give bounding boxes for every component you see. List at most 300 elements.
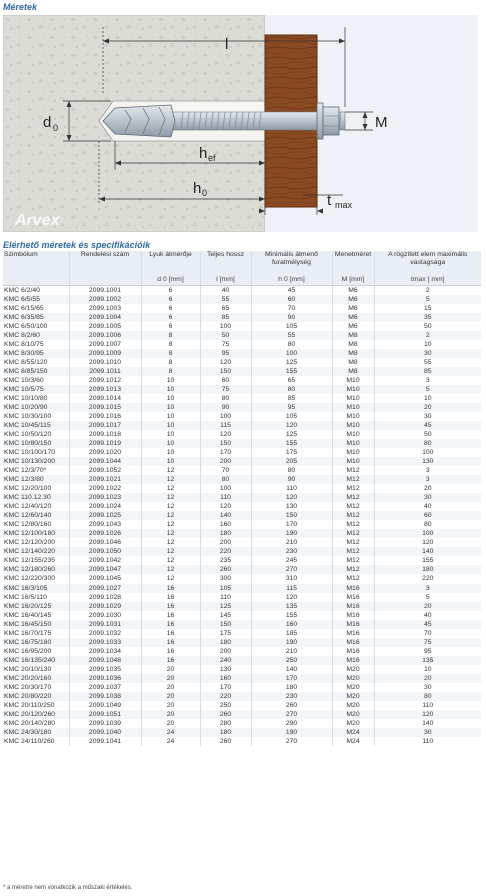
table-cell: 130 [200, 665, 251, 674]
table-cell: 2099.1046 [69, 538, 141, 547]
table-cell: 20 [141, 719, 200, 728]
table-cell: 60 [374, 511, 481, 520]
table-cell: 16 [141, 593, 200, 602]
table-cell: 35 [374, 313, 481, 322]
table-cell: 135 [374, 656, 481, 665]
table-cell: 2099.1037 [69, 683, 141, 692]
table-cell: KMC 10/10/80 [3, 394, 69, 403]
unit-min-depth: h 0 [mm] [251, 274, 332, 286]
table-cell: 2099.1036 [69, 674, 141, 683]
table-cell: 105 [251, 412, 332, 421]
table-cell: KMC 8/10/75 [3, 340, 69, 349]
table-cell: M6 [332, 322, 374, 331]
table-cell: 220 [200, 692, 251, 701]
table-cell: 6 [141, 313, 200, 322]
table-cell: 120 [200, 430, 251, 439]
table-cell: 80 [200, 394, 251, 403]
table-cell: 24 [141, 737, 200, 746]
table-cell: KMC 16/5/110 [3, 593, 69, 602]
table-cell: 95 [251, 403, 332, 412]
table-cell: KMC 10/3/60 [3, 376, 69, 385]
table-cell: 95 [200, 349, 251, 358]
table-row [3, 638, 481, 647]
table-cell: 150 [200, 620, 251, 629]
table-cell: 270 [251, 737, 332, 746]
table-row [3, 629, 481, 638]
table-cell: 2099.1031 [69, 620, 141, 629]
table-cell: 2099.1014 [69, 394, 141, 403]
table-cell: 10 [141, 430, 200, 439]
specs-title: Elérhető méretek és specifikációik [3, 240, 151, 250]
table-cell: M12 [332, 484, 374, 493]
table-cell: KMC 10/130/200 [3, 457, 69, 466]
table-cell: 10 [423, 341, 432, 349]
table-cell: 75 [200, 385, 251, 394]
table-cell: 180 [200, 529, 251, 538]
col-header-thread-size: Menetméret [332, 251, 374, 274]
table-cell: M16 [332, 629, 374, 638]
table-cell: KMC 10/80/150 [3, 439, 69, 448]
table-cell: 40 [200, 286, 251, 296]
table-cell: M16 [332, 611, 374, 620]
table-cell: KMC 12/100/180 [3, 529, 69, 538]
table-cell: M12 [332, 520, 374, 529]
table-cell: KMC 20/80/220 [3, 692, 69, 701]
anchor-dimension-drawing [3, 15, 478, 232]
table-cell: M16 [332, 620, 374, 629]
table-cell: 10 [141, 421, 200, 430]
table-cell: M12 [332, 493, 374, 502]
table-cell: 220 [200, 547, 251, 556]
table-cell: M10 [332, 457, 374, 466]
table-row [3, 304, 481, 313]
table-cell: 80 [251, 340, 332, 349]
table-cell: 270 [251, 710, 332, 719]
table-cell: KMC 12/60/140 [3, 511, 69, 520]
table-cell: 12 [141, 511, 200, 520]
table-cell: 20 [141, 674, 200, 683]
table-cell: 210 [251, 538, 332, 547]
table-cell: M16 [332, 638, 374, 647]
table-cell: 2099.1029 [69, 602, 141, 611]
table-cell: 105 [251, 322, 332, 331]
table-cell: KMC 10/20/90 [3, 403, 69, 412]
table-cell: 40 [423, 611, 432, 619]
table-cell: 105 [200, 584, 251, 593]
col-header-order-number: Rendelési szám [69, 251, 141, 274]
table-row [3, 439, 481, 448]
table-cell: 16 [141, 620, 200, 629]
table-cell: 2099.1041 [69, 737, 141, 746]
table-cell: 2099.1010 [69, 358, 141, 367]
table-cell: 5 [374, 385, 481, 394]
table-cell: 2099.1003 [69, 304, 141, 313]
table-row [3, 322, 481, 331]
table-row [3, 529, 481, 538]
table-body [3, 286, 481, 746]
table-cell: 200 [200, 457, 251, 466]
table-cell: 80 [374, 439, 481, 448]
table-row [3, 358, 481, 367]
table-row [3, 656, 481, 665]
table-cell: 2099.1017 [69, 421, 141, 430]
table-cell: 55 [251, 331, 332, 340]
table-cell: 15 [423, 305, 432, 313]
table-cell: 2099.1045 [69, 574, 141, 583]
table-cell: 20 [141, 701, 200, 710]
table-cell: KMC 8/2/60 [3, 331, 69, 340]
table-row [3, 511, 481, 520]
table-cell: 260 [200, 565, 251, 574]
table-cell: 10 [141, 448, 200, 457]
table-cell: M20 [332, 683, 374, 692]
table-cell: M24 [332, 728, 374, 737]
label-l: l [225, 36, 229, 53]
table-cell: 2099.1006 [69, 331, 141, 340]
label-d0: d [43, 114, 52, 131]
table-cell: 2099.1030 [69, 611, 141, 620]
table-cell: 10 [141, 439, 200, 448]
table-cell: 12 [141, 475, 200, 484]
unit-order-number [69, 274, 141, 286]
table-cell: 12 [141, 538, 200, 547]
table-cell: 140 [374, 547, 481, 556]
table-cell: 290 [251, 719, 332, 728]
table-cell: 2099.1044 [69, 457, 141, 466]
table-row [3, 457, 481, 466]
table-cell: M6 [332, 295, 374, 304]
table-cell: M8 [332, 367, 374, 376]
table-cell: 30 [374, 349, 481, 358]
table-cell: KMC 10/5/75 [3, 385, 69, 394]
table-cell: KMC 16/40/145 [3, 611, 69, 620]
table-row [3, 286, 481, 296]
table-cell: M12 [332, 574, 374, 583]
table-cell: 80 [374, 692, 481, 701]
table-cell: M20 [332, 674, 374, 683]
table-cell: KMC 12/3/70* [3, 466, 69, 475]
table-cell: 170 [251, 520, 332, 529]
table-cell: 5 [374, 295, 481, 304]
table-cell: KMC 16/75/180 [3, 638, 69, 647]
table-cell: 120 [200, 358, 251, 367]
table-cell: 12 [141, 529, 200, 538]
table-cell: 70 [423, 629, 432, 637]
table-cell: 2099.1034 [69, 647, 141, 656]
table-cell: 16 [141, 656, 200, 665]
table-cell: M10 [332, 376, 374, 385]
table-cell: 120 [200, 502, 251, 511]
table-cell: 2099.1027 [69, 584, 141, 593]
table-cell: 2099.1013 [69, 385, 141, 394]
table-cell: 190 [251, 529, 332, 538]
table-cell: 8 [141, 349, 200, 358]
table-cell: 70 [200, 466, 251, 475]
table-cell: 10 [141, 403, 200, 412]
table-row [3, 719, 481, 728]
table-row [3, 376, 481, 385]
table-cell: 20 [423, 485, 432, 493]
table-row [3, 574, 481, 583]
table-cell: 155 [251, 439, 332, 448]
label-M: M [375, 114, 388, 131]
table-cell: M10 [332, 430, 374, 439]
table-cell: 30 [423, 683, 432, 691]
table-cell: 45 [374, 421, 481, 430]
table-cell: KMC 8/85/150 [3, 367, 69, 376]
table-cell: 210 [251, 647, 332, 656]
table-cell: KMC 12/140/220 [3, 547, 69, 556]
table-cell: KMC 20/30/170 [3, 683, 69, 692]
table-cell: 300 [200, 574, 251, 583]
table-cell: 12 [141, 502, 200, 511]
col-header-symbol: Szimbólum [3, 251, 69, 274]
table-cell: 8 [141, 331, 200, 340]
table-cell: 45 [374, 620, 481, 629]
table-cell: KMC 20/120/260 [3, 710, 69, 719]
table-cell: 80 [200, 475, 251, 484]
unit-max-thickness: tmax [ mm] [374, 274, 481, 286]
table-cell: 180 [200, 638, 251, 647]
table-cell: 3 [374, 584, 481, 593]
table-row [3, 584, 481, 593]
table-cell: KMC 20/10/130 [3, 665, 69, 674]
table-cell: 3 [425, 467, 430, 475]
table-cell: 2099.1042 [69, 556, 141, 565]
table-cell: 10 [141, 457, 200, 466]
table-cell: 85 [251, 394, 332, 403]
table-cell: 45 [251, 286, 332, 296]
table-cell: KMC 12/3/80 [3, 475, 69, 484]
table-cell: KMC 16/20/125 [3, 602, 69, 611]
table-row [3, 313, 481, 322]
table-cell: 75 [200, 340, 251, 349]
table-row [3, 484, 481, 493]
table-cell: 3 [425, 377, 430, 385]
table-cell: KMC 6/5/55 [3, 295, 69, 304]
table-cell: 100 [422, 449, 434, 457]
table-row [3, 466, 481, 475]
table-cell: 2099.1021 [69, 475, 141, 484]
table-cell: M20 [332, 692, 374, 701]
table-cell: 110 [200, 493, 251, 502]
table-cell: M10 [332, 403, 374, 412]
table-cell: 120 [251, 493, 332, 502]
table-cell: KMC 16/3/105 [3, 584, 69, 593]
label-h0: h [193, 180, 202, 197]
table-cell: M6 [332, 286, 374, 296]
table-cell: M20 [332, 665, 374, 674]
table-cell: M12 [332, 466, 374, 475]
table-row [3, 538, 481, 547]
table-cell: 2099.1051 [69, 710, 141, 719]
nut [323, 107, 339, 135]
table-cell: 20 [141, 692, 200, 701]
table-row [3, 620, 481, 629]
table-cell: 170 [251, 674, 332, 683]
table-cell: M8 [332, 331, 374, 340]
table-cell: 80 [251, 466, 332, 475]
table-cell: KMC 10/100/170 [3, 448, 69, 457]
table-cell: 12 [141, 547, 200, 556]
table-cell: KMC 8/55/120 [3, 358, 69, 367]
table-cell: M10 [332, 439, 374, 448]
table-row [3, 556, 481, 565]
table-row [3, 403, 481, 412]
table-cell: KMC 12/155/235 [3, 556, 69, 565]
table-cell: M12 [332, 529, 374, 538]
table-cell: M12 [332, 547, 374, 556]
col-header-hole-diameter: Lyuk átmérője [141, 251, 200, 274]
specification-table [3, 251, 481, 746]
table-cell: 20 [141, 710, 200, 719]
table-cell: M8 [332, 358, 374, 367]
table-row [3, 701, 481, 710]
table-row [3, 475, 481, 484]
table-cell: 175 [251, 448, 332, 457]
table-cell: 130 [251, 502, 332, 511]
table-cell: M12 [332, 538, 374, 547]
table-cell: 30 [423, 413, 432, 421]
table-cell: 2099.1047 [69, 565, 141, 574]
table-cell: 16 [141, 647, 200, 656]
table-row [3, 710, 481, 719]
table-cell: KMC 6/2/40 [3, 286, 69, 296]
table-row [3, 547, 481, 556]
table-cell: 110 [422, 737, 434, 745]
table-cell: KMC 24/110/260 [3, 737, 69, 746]
watermark-logo: Arvex [15, 212, 60, 229]
table-cell: 20 [141, 683, 200, 692]
table-row [3, 520, 481, 529]
table-cell: 155 [251, 611, 332, 620]
table-cell: 250 [200, 701, 251, 710]
table-cell: 80 [423, 521, 432, 529]
table-cell: M16 [332, 593, 374, 602]
table-cell: M6 [332, 304, 374, 313]
table-cell: 60 [251, 295, 332, 304]
table-cell: 12 [141, 466, 200, 475]
table-cell: 2099.1033 [69, 638, 141, 647]
table-cell: KMC 24/30/180 [3, 728, 69, 737]
table-cell: 200 [200, 647, 251, 656]
table-row [3, 647, 481, 656]
table-cell: 55 [200, 295, 251, 304]
label-tmax-sub: max [335, 200, 353, 210]
table-cell: 40 [423, 503, 432, 511]
table-row [3, 421, 481, 430]
table-cell: 260 [200, 710, 251, 719]
table-cell: 90 [200, 403, 251, 412]
table-cell: 2 [374, 331, 481, 340]
table-cell: 235 [200, 556, 251, 565]
table-cell: 6 [141, 286, 200, 296]
table-cell: 100 [200, 412, 251, 421]
table-cell: 180 [374, 565, 481, 574]
table-cell: KMC 12/180/260 [3, 565, 69, 574]
table-cell: 16 [141, 584, 200, 593]
table-cell: 10 [423, 665, 432, 673]
table-cell: 12 [141, 574, 200, 583]
table-cell: M16 [332, 602, 374, 611]
table-cell: 8 [141, 367, 200, 376]
table-cell: 110 [200, 593, 251, 602]
table-cell: 2099.1015 [69, 403, 141, 412]
table-cell: 2099.1032 [69, 629, 141, 638]
label-h0-sub: 0 [202, 188, 208, 198]
table-cell: 160 [200, 520, 251, 529]
table-cell: 2099.1050 [69, 547, 141, 556]
col-header-min-depth: Minimális átmenő furatmélység [251, 251, 332, 274]
table-cell: 155 [422, 557, 434, 565]
table-cell: 2099.1038 [69, 692, 141, 701]
table-row [3, 394, 481, 403]
table-cell: 180 [200, 728, 251, 737]
table-cell: KMC 12/220/300 [3, 574, 69, 583]
table-cell: 2099.1022 [69, 484, 141, 493]
table-cell: 115 [200, 421, 251, 430]
table-cell: 260 [251, 701, 332, 710]
table-cell: KMC 8/30/95 [3, 349, 69, 358]
table-cell: 2099.1028 [69, 593, 141, 602]
dimensions-title: Méretek [3, 2, 38, 12]
table-cell: M10 [332, 448, 374, 457]
table-cell: 80 [251, 385, 332, 394]
table-cell: 2099.1018 [69, 430, 141, 439]
table-header-row [3, 251, 481, 274]
table-cell: 140 [251, 665, 332, 674]
table-cell: 5 [425, 593, 430, 601]
label-hef-sub: ef [208, 153, 216, 163]
table-cell: M12 [332, 475, 374, 484]
unit-hole-diameter: d 0 [mm] [141, 274, 200, 286]
table-cell: KMC 20/20/160 [3, 674, 69, 683]
washer [317, 103, 323, 139]
table-cell: 205 [251, 457, 332, 466]
footnote: * a méretre nem vonatkozik a műszaki értékelés. [3, 885, 133, 891]
table-cell: 155 [251, 367, 332, 376]
table-cell: 2099.1005 [69, 322, 141, 331]
table-cell: M24 [332, 737, 374, 746]
table-cell: 140 [422, 719, 434, 727]
table-cell: 60 [200, 376, 251, 385]
table-cell: KMC 16/135/240 [3, 656, 69, 665]
table-cell: 200 [200, 538, 251, 547]
table-cell: 120 [374, 710, 481, 719]
table-cell: 16 [141, 638, 200, 647]
table-cell: 2099.1004 [69, 313, 141, 322]
table-cell: 120 [422, 539, 434, 547]
table-row [3, 674, 481, 683]
table-cell: 2099.1026 [69, 529, 141, 538]
table-row [3, 728, 481, 737]
table-cell: 160 [251, 620, 332, 629]
table-cell: KMC 110.12.30 [3, 493, 69, 502]
table-row [3, 493, 481, 502]
table-cell: 175 [200, 629, 251, 638]
table-cell: KMC 16/95/200 [3, 647, 69, 656]
table-cell: 120 [251, 593, 332, 602]
table-cell: 100 [374, 529, 481, 538]
table-cell: 2099.1001 [69, 286, 141, 296]
table-cell: M16 [332, 656, 374, 665]
table-cell: KMC 10/45/115 [3, 421, 69, 430]
table-cell: 2 [425, 287, 430, 294]
table-cell: 120 [251, 421, 332, 430]
table-cell: 230 [251, 547, 332, 556]
table-cell: 8 [141, 358, 200, 367]
table-cell: 12 [141, 565, 200, 574]
